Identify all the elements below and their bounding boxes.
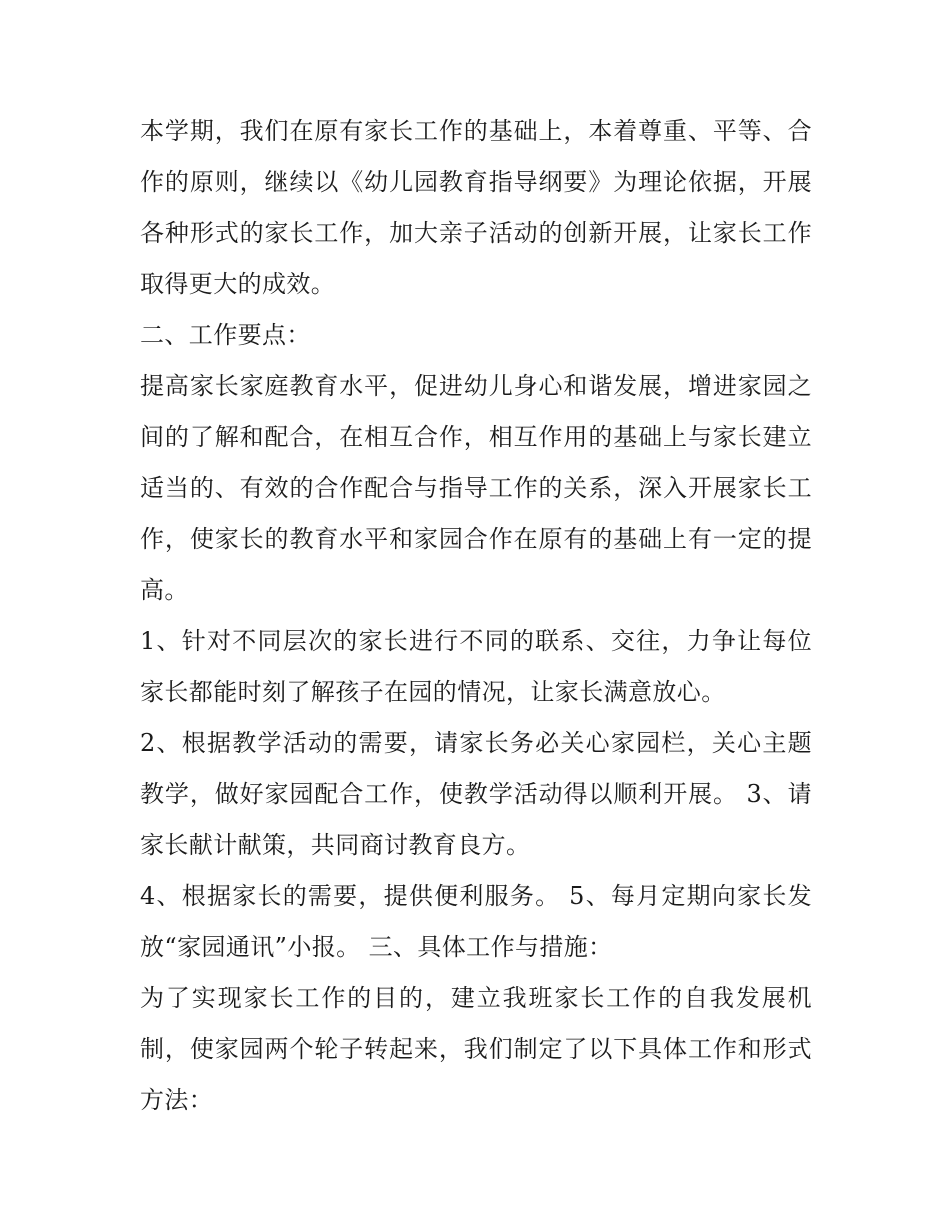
paragraph-intro: 本学期，我们在原有家长工作的基础上，本着尊重、平等、合作的原则，继续以《幼儿园教育指导纲要》为理论依据，开展各种形式的家长工作，加大亲子活动的创新开展，让家长工作取得更大的成效。 [140, 117, 812, 298]
paragraph-work-points: 提高家长家庭教育水平，促进幼儿身心和谐发展，增进家园之间的了解和配合，在相互合作，相互作用的基础上与家长建立适当的、有效的合作配合与指导工作的关系，深入开展家长工作，使家长的教育水平和家园合作在原有的基础上有一定的提高。 [140, 372, 812, 604]
list-item-1: 1、针对不同层次的家长进行不同的联系、交往，力争让每位家长都能时刻了解孩子在园的情况，让家长满意放心。 [140, 627, 812, 706]
document-body [140, 106, 812, 1126]
list-item-2-3: 2、根据教学活动的需要，请家长务必关心家园栏，关心主题教学，做好家园配合工作，使教学活动得以顺利开展。 3、请家长献计献策，共同商讨教育良方。 [140, 729, 812, 859]
section-heading-work-points: 二、工作要点： [140, 321, 311, 349]
list-item-4-5: 4、根据家长的需要，提供便利服务。 5、每月定期向家长发放“家园通讯”小报。 三、具体工作与措施： [140, 882, 812, 961]
paragraph-measures: 为了实现家长工作的目的，建立我班家长工作的自我发展机制，使家园两个轮子转起来，我们制定了以下具体工作和形式方法： [140, 984, 812, 1114]
